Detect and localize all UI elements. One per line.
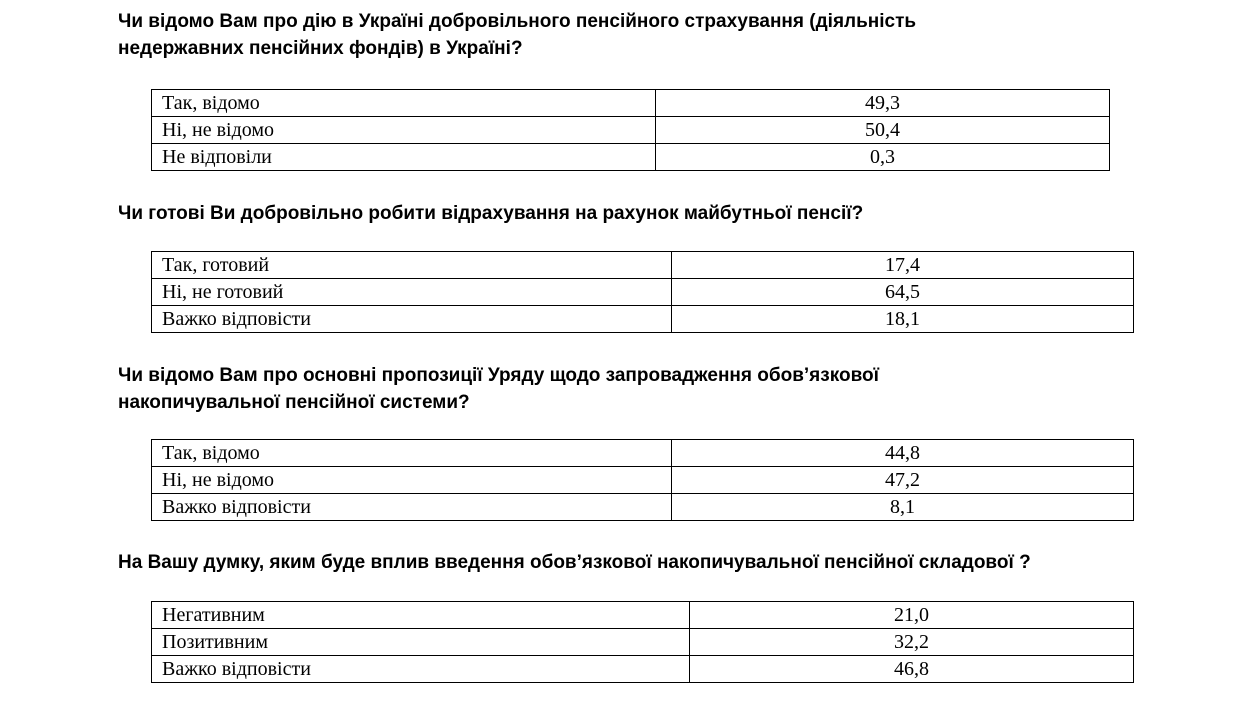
answer-label: Так, відомо (152, 440, 672, 467)
answer-label: Так, відомо (152, 90, 656, 117)
answer-label: Важко відповісти (152, 656, 690, 683)
question-1-line-1: Чи відомо Вам про дію в Україні добровільного пенсійного страхування (діяльність (118, 11, 917, 32)
answer-value: 46,8 (690, 656, 1134, 683)
answer-value: 64,5 (672, 279, 1134, 306)
answer-label: Ні, не готовий (152, 279, 672, 306)
table-row (152, 602, 1134, 629)
table-row (152, 306, 1134, 333)
question-4-heading (118, 549, 1031, 576)
question-2-heading (118, 200, 863, 227)
table-row (152, 656, 1134, 683)
answers-table-2 (151, 251, 1134, 333)
answer-value: 21,0 (690, 602, 1134, 629)
table-row (152, 467, 1134, 494)
answers-table-4 (151, 601, 1134, 683)
answer-label: Важко відповісти (152, 494, 672, 521)
table-row (152, 90, 1110, 117)
answer-label: Ні, не відомо (152, 117, 656, 144)
answers-table-1 (151, 89, 1110, 171)
answer-label: Позитивним (152, 629, 690, 656)
answer-value: 17,4 (672, 252, 1134, 279)
table-row (152, 440, 1134, 467)
question-3-line-2: накопичувальної пенсійної системи? (118, 392, 470, 413)
question-3-heading (118, 362, 879, 416)
table-row (152, 252, 1134, 279)
answer-value: 18,1 (672, 306, 1134, 333)
answer-value: 32,2 (690, 629, 1134, 656)
table-row (152, 144, 1110, 171)
answer-value: 8,1 (672, 494, 1134, 521)
table-row (152, 279, 1134, 306)
answer-value: 50,4 (656, 117, 1110, 144)
table-row (152, 629, 1134, 656)
answer-label: Негативним (152, 602, 690, 629)
table-row (152, 117, 1110, 144)
answer-value: 47,2 (672, 467, 1134, 494)
answer-value: 44,8 (672, 440, 1134, 467)
question-1-line-2: недержавних пенсійних фондів) в Україні? (118, 38, 523, 59)
question-1-heading (118, 8, 916, 62)
answer-label: Не відповіли (152, 144, 656, 171)
table-row (152, 494, 1134, 521)
answer-value: 49,3 (656, 90, 1110, 117)
answer-label: Так, готовий (152, 252, 672, 279)
answer-value: 0,3 (656, 144, 1110, 171)
question-2-line-1: Чи готові Ви добровільно робити відрахування на рахунок майбутньої пенсії? (118, 203, 864, 224)
answer-label: Ні, не відомо (152, 467, 672, 494)
answer-label: Важко відповісти (152, 306, 672, 333)
question-3-line-1: Чи відомо Вам про основні пропозиції Уряду щодо запровадження обов’язкової (118, 365, 879, 386)
question-4-line-1: На Вашу думку, яким буде вплив введення обов’язкової накопичувальної пенсійної складової ? (118, 552, 1031, 573)
answers-table-3 (151, 439, 1134, 521)
